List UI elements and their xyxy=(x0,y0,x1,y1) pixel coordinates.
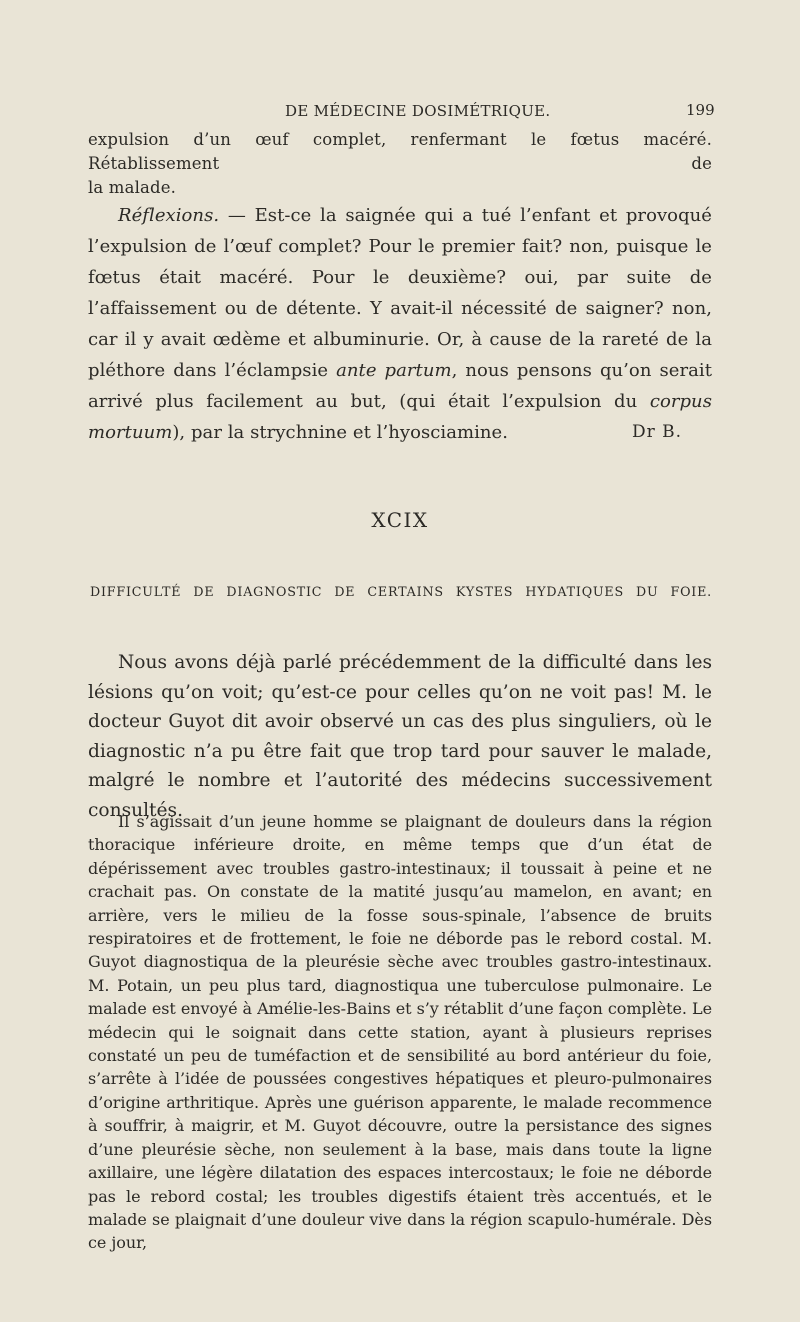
section-number: XCIX xyxy=(371,508,429,532)
continuation-line-1: expulsion d’un œuf complet, renfermant le fœtus macéré. Rétablissement de xyxy=(88,130,712,173)
running-header xyxy=(0,100,800,124)
intro-paragraph: Nous avons déjà parlé précédemment de la difficulté dans les lésions qu’on voit; qu’est-ce pour celles qu’on ne voit pas! M. le docteur Guyot dit avoir observé un cas des plus singuliers, où le diagnostic n’a pu être fait que trop tard pour sauver le malade, malgré le nombre et l’autorité des médecins successivement consultés. xyxy=(88,652,712,821)
page-number: 199 xyxy=(686,101,715,119)
continuation-paragraph xyxy=(88,128,712,200)
continuation-line-2: la malade. xyxy=(88,178,177,197)
reflexions-italic-corpus-mortuum: corpus mortuum xyxy=(88,391,712,443)
running-title: DE MÉDECINE DOSIMÉTRIQUE. xyxy=(285,102,551,120)
author-signature: Dr B. xyxy=(632,422,683,442)
reflexions-italic-ante-partum: ante partum xyxy=(336,360,452,381)
reflexions-text-1: — Est-ce la saignée qui a tué l’enfant et provoqué l’expulsion de l’œuf complet? Pour le premier fait? non, puisque le fœtus était macéré. Pour le deuxième? oui, par suite de l’affaissement ou de détente. Y avait-il nécessité de saigner? non, car il y avait œdème et albuminurie. Or, à cause de la rareté de la pléthore dans l’éclampsie xyxy=(88,205,712,381)
section-title: DIFFICULTÉ DE DIAGNOSTIC DE CERTAINS KYSTES HYDATIQUES DU FOIE. xyxy=(90,584,712,599)
case-paragraph: Il s’agissait d’un jeune homme se plaignant de douleurs dans la région thoracique inférieure droite, en même temps que d’un état de dépérissement avec troubles gastro-intestinaux; il toussait à peine et ne crachait pas. On constate de la matité jusqu’au mamelon, en avant; en arrière, vers le milieu de la fosse sous-spinale, l’absence de bruits respiratoires et de frottement, le foie ne déborde pas le rebord costal. M. Guyot diagnostiqua de la pleurésie sèche avec troubles gastro-intestinaux. M. Potain, un peu plus tard, diagnostiqua une tuberculose pulmonaire. Le malade est envoyé à Amélie-les-Bains et s’y rétablit d’une façon complète. Le médecin qui le soignait dans cette station, ayant à plusieurs reprises constaté un peu de tuméfaction et de sensibilité au bord antérieur du foie, s’arrête à l’idée de poussées congestives hépatiques et pleuro-pulmonaires d’origine arthritique. Après une guérison apparente, le malade recommence à souffrir, à maigrir, et M. Guyot découvre, outre la persistance des signes d’une pleurésie sèche, non seulement à la base, mais dans toute la ligne axillaire, une légère dilatation des espaces intercostaux; le foie ne déborde pas le rebord costal; les troubles digestifs étaient très accentués, et le malade se plaignait d’une douleur vive dans la région scapulo-humérale. Dès ce jour, xyxy=(88,812,712,1253)
reflexions-label: Réflexions. xyxy=(118,205,220,226)
reflexions-paragraph xyxy=(88,200,712,448)
reflexions-text-3: ), par la strychnine et l’hyosciamine. xyxy=(172,422,509,443)
reflexions-text-2: , nous pensons qu’on serait arrivé plus facilement au but, (qui était l’expulsion du xyxy=(88,360,712,412)
